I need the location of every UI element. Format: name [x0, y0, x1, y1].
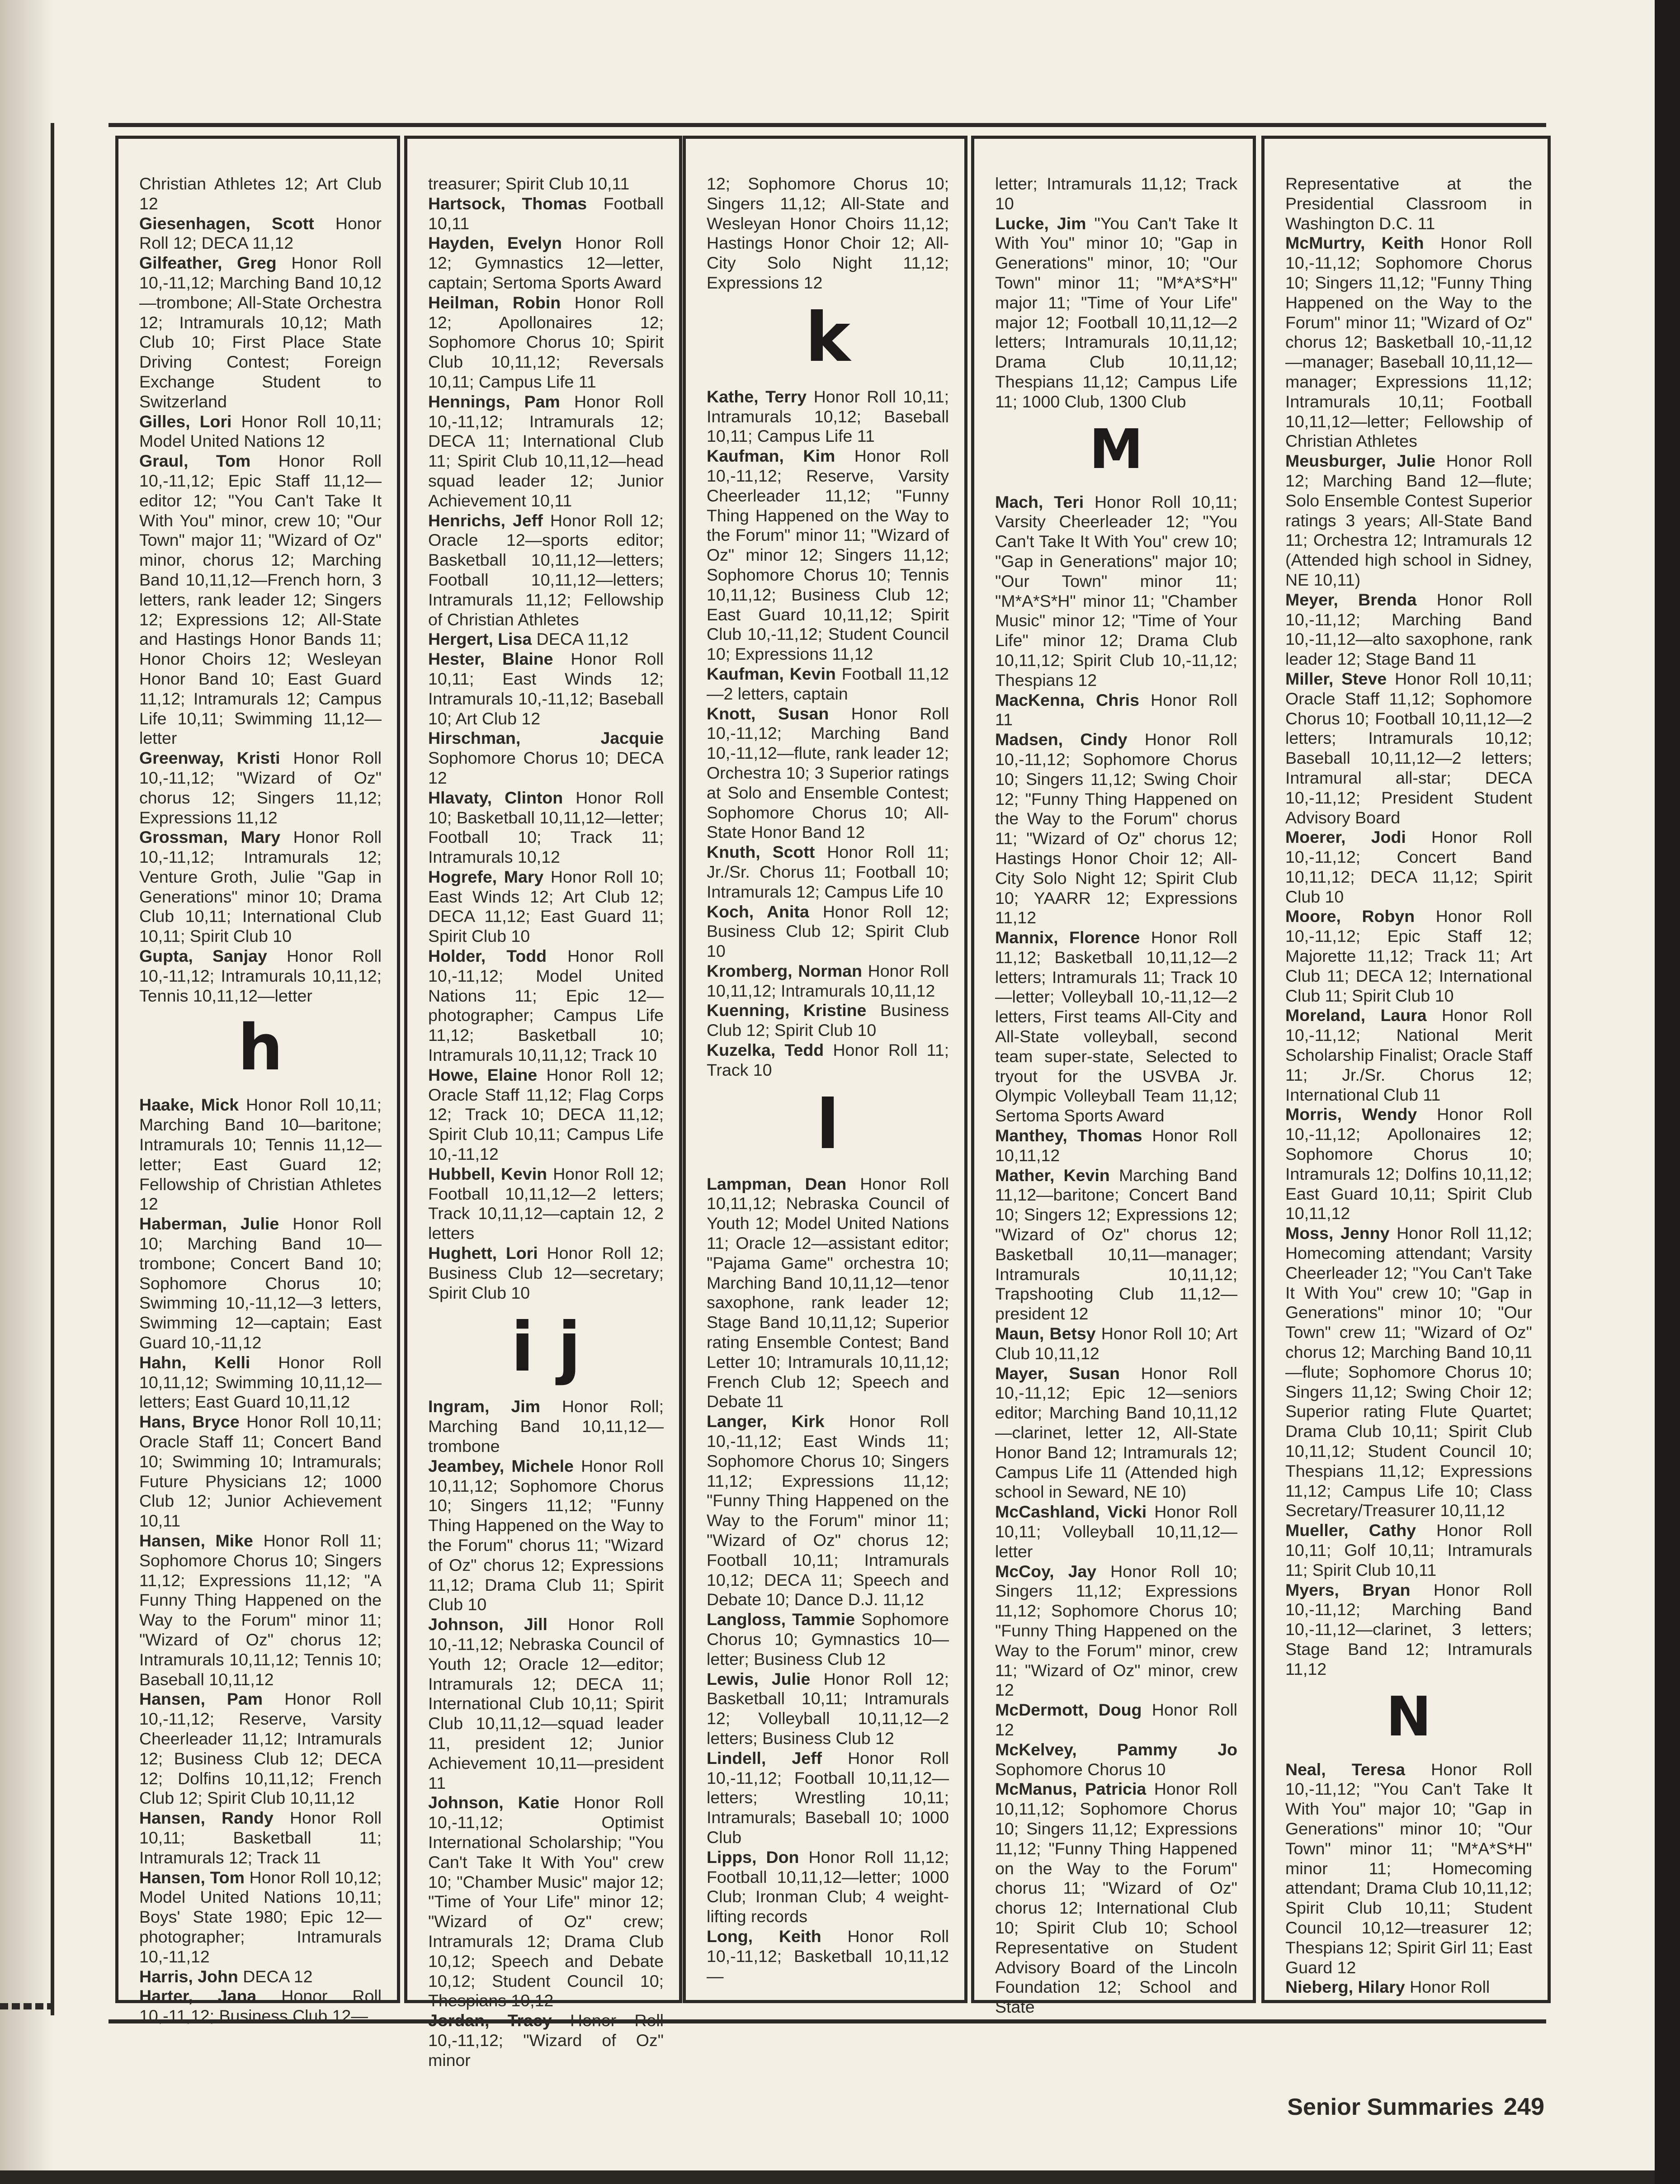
activity-text: DECA 12 — [243, 1967, 313, 1986]
senior-name: Long, Keith — [707, 1926, 821, 1946]
senior-entry — [1285, 827, 1532, 907]
senior-name: Hergert, Lisa — [428, 629, 532, 649]
activity-text: Honor Roll 10,-11,12; Marching Band 10,-11,12—clarinet, 3 letters; Stage Band 12; Intramurals 11,12 — [1285, 1580, 1533, 1678]
activity-text: Honor Roll 10,-11,12; Marching Band 10,12—trombone; All-State Orchestra 12; Intramurals 10,12; Math Club 10; First Place State Driving Contest; Foreign Exchange Student to Switzerland — [139, 253, 382, 411]
activity-text: Honor Roll 12; Oracle Staff 11,12; Flag Corps 12; Track 10; DECA 11,12; Spirit Club 10,11; Campus Life 10,-11,12 — [428, 1065, 664, 1164]
senior-entry — [707, 387, 949, 446]
senior-name: Hans, Bryce — [139, 1412, 240, 1432]
senior-name: Lewis, Julie — [707, 1669, 811, 1688]
senior-name: Mueller, Cathy — [1285, 1521, 1416, 1540]
senior-name: Haake, Mick — [139, 1095, 239, 1115]
senior-entry — [995, 1324, 1237, 1364]
activity-text: Honor Roll 11,12; Football 10,11,12—letter; 1000 Club; Ironman Club; 4 weight-lifting records — [707, 1847, 949, 1926]
senior-entry — [995, 928, 1237, 1126]
senior-entry — [139, 412, 382, 452]
senior-name: Hansen, Randy — [139, 1808, 274, 1828]
section-letter: l — [816, 1085, 840, 1164]
senior-name: Mather, Kevin — [995, 1165, 1110, 1185]
activity-text: Football 11,12—2 letters, captain — [707, 664, 949, 703]
activity-text: Honor Roll 10,11; East Winds 12; Intramurals 10,-11,12; Baseball 10; Art Club 12 — [428, 649, 664, 728]
activity-text: Honor Roll 10,-11,12; Reserve, Varsity Cheerleader 11,12; "Funny Thing Happened on the Way to the Forum" minor 11; "Wizard of Oz" minor 12; Singers 11,12; Sophomore Chorus 10; Tennis 10,11,12; Business Club 12; East Guard 10,11,12; Spirit Club 10,-11,12; Student Council 10; Expressions 11,12 — [707, 446, 949, 664]
activity-text: Honor Roll 10,-11,12; East Winds 11; Sophomore Chorus 10; Singers 11,12; Expressions 11,12; "Funny Thing Happened on the Way to the Forum" minor 11; "Wizard of Oz" chorus 12; Football 10,11; Intramurals 10,12; DECA 11; Speech and Debate 10; Dance D.J. 11,12 — [707, 1412, 949, 1609]
senior-name: Johnson, Jill — [428, 1615, 547, 1634]
activity-text: DECA 11,12 — [536, 629, 629, 649]
section-letter: N — [1386, 1685, 1432, 1749]
senior-entry — [995, 1700, 1237, 1740]
activity-text: Christian Athletes 12; Art Club 12 — [139, 174, 382, 213]
activity-text: Honor Roll 12; Gymnastics 12—letter, captain; Sertoma Sports Award — [428, 233, 664, 292]
senior-entry — [428, 392, 664, 511]
activity-text: letter; Intramurals 11,12; Track 10 — [995, 174, 1237, 213]
senior-entry — [707, 1001, 949, 1040]
activity-text: Honor Roll 10; Marching Band 10—trombone; Concert Band 10; Sophomore Chorus 10; Swimming 10,-11,12—3 letters, Swimming 12—captain; East Guard 10,-11,12 — [139, 1214, 382, 1352]
activity-text: Honor Roll 10,11; Model United Nations 12 — [139, 411, 382, 451]
senior-entry — [707, 1749, 949, 1848]
senior-name: Moss, Jenny — [1285, 1224, 1390, 1243]
senior-entry — [995, 1740, 1237, 1780]
senior-entry — [707, 446, 949, 664]
activity-text: Honor Roll 10,-11,12; Epic Staff 11,12—editor 12; "You Can't Take It With You" minor, crew 10; "Our Town" major 11; "Wizard of Oz" minor, chorus 12; Marching Band 10,11,12—French horn, 3 letters, rank leader 12; Singers 12; Expressions 12; All-State and Hastings Honor Bands 11; Honor Choirs 12; Wesleyan Honor Band 10; East Guard 11,12; Intramurals 12; Campus Life 10,11; Swimming 11,12—letter — [139, 451, 382, 748]
senior-entry — [995, 214, 1237, 412]
activity-text: Honor Roll 10,12; Model United Nations 10,11; Boys' State 1980; Epic 12—photographer; Intramurals 10,-11,12 — [139, 1867, 382, 1966]
senior-name: Gilfeather, Greg — [139, 253, 277, 273]
senior-entry — [1285, 174, 1532, 233]
bottom-left-rule — [0, 2003, 52, 2009]
senior-name: Jordan, Tracy — [428, 2011, 552, 2030]
senior-name: Hirschman, Jacquie — [428, 728, 664, 748]
activity-text: "You Can't Take It With You" minor 10; "Gap in Generations" minor, 10; "Our Town" minor 11; "M*A*S*H" major 11; "Time of Your Life" major 12; Football 10,11,12—2 letters; Intramurals 10,11,12; Drama Club 10,11,12; Thespians 11,12; Campus Life 11; 1000 Club, 1300 Club — [995, 213, 1237, 411]
activity-text: Honor Roll 10,11; Oracle Staff 11; Concert Band 10; Swimming 10; Intramurals; Future Physicians 12; 1000 Club 12; Junior Achievement 10,11 — [139, 1412, 382, 1531]
activity-text: Marching Band 11,12—baritone; Concert Band 10; Singers 12; Expressions 12; "Wizard of Oz" chorus 12; Basketball 10,11—manager; Intramurals 10,11,12; Trapshooting Club 11,12—president 12 — [995, 1165, 1238, 1324]
activity-text: Honor Roll 10; Basketball 10,11,12—letter; Football 10; Track 11; Intramurals 10,12 — [428, 788, 664, 867]
activity-text: Honor Roll 10,11; Basketball 11; Intramurals 12; Track 11 — [139, 1808, 382, 1867]
senior-entry — [707, 1848, 949, 1927]
senior-name: Moreland, Laura — [1285, 1006, 1427, 1025]
senior-entry — [428, 1065, 664, 1164]
activity-text: Honor Roll 10,-11,12; Marching Band 10,-11,12—alto saxophone, rank leader 12; Stage Band 11 — [1285, 590, 1532, 669]
activity-text: Honor Roll 12; Oracle 12—sports editor; Basketball 10,11,12—letters; Football 10,11,12—letters; Intramurals 11,12; Fellowship of Christian Athletes — [428, 511, 664, 629]
page-footer — [1287, 2093, 1544, 2121]
senior-entry — [707, 1669, 949, 1749]
senior-name: Langer, Kirk — [707, 1412, 825, 1431]
senior-entry — [707, 961, 949, 1001]
activity-text: Honor Roll 12; DECA 11,12 — [139, 213, 382, 253]
activity-text: Honor Roll 11; Jr./Sr. Chorus 11; Football 10; Intramurals 12; Campus Life 10 — [707, 842, 949, 901]
senior-entry — [707, 1412, 949, 1610]
senior-name: Lindell, Jeff — [707, 1748, 822, 1768]
senior-entry — [139, 1868, 382, 1967]
activity-text: Sophomore Chorus 10; DECA 12 — [428, 748, 664, 787]
activity-text: Honor Roll 10,11; Varsity Cheerleader 12; "You Can't Take It With You" crew 10; "Gap in Generations" major 10; "Our Town" minor 11; "M*A*S*H" minor 11; "Chamber Music" minor 12; "Time of Your Life" minor 12; Drama Club 10,11,12; Spirit Club 10,-11,12; Thespians 12 — [995, 492, 1238, 690]
senior-entry — [995, 690, 1237, 730]
section-letter: M — [1089, 418, 1143, 481]
senior-name: Mayer, Susan — [995, 1363, 1120, 1383]
senior-name: Hester, Blaine — [428, 649, 553, 669]
column-4 — [971, 136, 1256, 2017]
activity-text: Honor Roll 10,-11,12; Reserve, Varsity Cheerleader 11,12; Intramurals 12; Business Club 12; DECA 12; Dolfins 10,11,12; French Club 12; Spirit Club 10,11,12 — [139, 1689, 382, 1808]
senior-entry — [707, 1174, 949, 1412]
senior-entry — [707, 1040, 949, 1080]
senior-name: Hartsock, Thomas — [428, 194, 587, 213]
senior-name: Kuenning, Kristine — [707, 1001, 867, 1020]
senior-entry — [707, 704, 949, 843]
senior-name: Meusburger, Julie — [1285, 451, 1436, 471]
activity-text: Honor Roll 10,-11,12; Epic 12—seniors editor; Marching Band 10,11,12—clarinet, letter 12, All-State Honor Band 12; Intramurals 12; Campus Life 11 (Attended high school in Seward, NE 10) — [995, 1363, 1237, 1502]
activity-text: Honor Roll 10,-11,12; Apollonaires 12; Sophomore Chorus 10; Intramurals 12; Dolfins 10,11,12; East Guard 10,11; Spirit Club 10,11,12 — [1285, 1105, 1532, 1223]
senior-entry — [139, 214, 382, 254]
senior-name: Heilman, Robin — [428, 293, 561, 312]
activity-text: Sophomore Chorus 10; Gymnastics 10—letter; Business Club 12 — [707, 1610, 949, 1669]
senior-name: Harter, Jana — [139, 1986, 257, 2006]
senior-entry — [707, 1610, 949, 1669]
activity-text: Honor Roll 10,11,12; Sophomore Chorus 10; Singers 11,12; Expressions 11,12; "Funny Thing Happened on the Way to the Forum" chorus 11; "Wizard of Oz" chorus 12; International Club 10; Spirit Club 10; School Representative on Student Advisory Board of the Lincoln Foundation 12; School and State — [995, 1779, 1237, 2017]
activity-text: Honor Roll 10,11; Intramurals 10,12; Baseball 10,11; Campus Life 11 — [707, 387, 949, 446]
activity-text: Honor Roll 10,-11,12; "You Can't Take It With You" major 10; "Gap in Generations" minor 10; "Our Town" minor 11; "M*A*S*H" minor 11; Homecoming attendant; Drama Club 10,11,12; Spirit Club 10,11; Student Council 10,12—treasurer 12; Thespians 12; Spirit Girl 11; East Guard 12 — [1285, 1759, 1533, 1977]
senior-name: Mannix, Florence — [995, 928, 1140, 947]
column-2 — [404, 136, 682, 2070]
senior-name: Mach, Teri — [995, 492, 1084, 511]
senior-name: Moore, Robyn — [1285, 907, 1415, 926]
activity-text: Honor Roll 12; Marching Band 12—flute; Solo Ensemble Contest Superior ratings 3 years; All-State Band 11; Orchestra 12; Intramurals 12 (Attended high school in Sidney, NE 10,11) — [1285, 451, 1533, 589]
activity-text: Honor Roll 12 — [995, 1700, 1238, 1739]
senior-name: Langloss, Tammie — [707, 1610, 855, 1629]
activity-text: Honor Roll 10,-11,12; Business Club 12— — [139, 1986, 382, 2026]
senior-entry — [995, 1166, 1237, 1324]
senior-name: Meyer, Brenda — [1285, 590, 1417, 609]
activity-text: Honor Roll 10,11,12; Swimming 10,11,12—letters; East Guard 10,11,12 — [139, 1352, 382, 1412]
senior-name: Hansen, Mike — [139, 1531, 253, 1550]
senior-name: McMurtry, Keith — [1285, 233, 1424, 253]
activity-text: Honor Roll 10,11,12; Nebraska Council of Youth 12; Model United Nations 11; Oracle 12—assistant editor; "Pajama Game" orchestra 10; Marching Band 10,11,12—tenor saxophone, rank leader 12; Stage Band 10,11,12; Superior rating Ensemble Contest; Band Letter 10; Intramurals 10,11,12; French Club 12; Speech and Debate 11 — [707, 1174, 949, 1411]
activity-text: Honor Roll 10; Art Club 10,11,12 — [995, 1324, 1237, 1363]
senior-entry — [428, 788, 664, 867]
senior-name: Hughett, Lori — [428, 1243, 538, 1263]
senior-name: Henrichs, Jeff — [428, 511, 543, 530]
senior-entry — [428, 1243, 664, 1303]
section-letter: k — [805, 298, 850, 377]
senior-entry — [139, 1214, 382, 1353]
senior-name: Koch, Anita — [707, 902, 809, 921]
senior-name: Hlavaty, Clinton — [428, 788, 563, 807]
senior-entry — [139, 946, 382, 1006]
activity-text: Honor Roll 10,-11,12; Epic Staff 12; Majorette 11,12; Track 11; Art Club 11; DECA 12; International Club 11; Spirit Club 10 — [1285, 907, 1532, 1005]
activity-text: Honor Roll 10,-11,12; Sophomore Chorus 10; Singers 11,12; "Funny Thing Happened on the Way to the Forum" minor 11; "Wizard of Oz" chorus 12; Basketball 10,-11,12—manager; Baseball 10,11,12—manager; Expressions 11,12; Intramurals 10,11; Football 10,11,12—letter; Fellowship of Christian Athletes — [1285, 233, 1533, 451]
senior-entry — [139, 1986, 382, 2026]
senior-name: Morris, Wendy — [1285, 1105, 1417, 1124]
senior-entry — [707, 902, 949, 961]
senior-entry — [428, 2011, 664, 2070]
activity-text: Honor Roll 11,12; Basketball 10,11,12—2 letters; Intramurals 11; Track 10—letter; Volleyball 10,-11,12—2 letters, First teams All-City and All-State volleyball, second team super-state, Selected to tryout for the USVBA Jr. Olympic Volleyball Team 11,12; Sertoma Sports Award — [995, 928, 1237, 1125]
activity-text: Honor Roll 10,-11,12; Intramurals 12; Venture Groth, Julie "Gap in Generations" minor 10; Drama Club 10,11; International Club 10,11; Spirit Club 10 — [139, 827, 382, 946]
senior-name: Maun, Betsy — [995, 1324, 1096, 1343]
activity-text: Honor Roll 10,11,12; Intramurals 10,11,12 — [707, 961, 949, 1000]
senior-name: Harris, John — [139, 1967, 238, 1986]
senior-entry — [139, 1808, 382, 1867]
senior-entry — [1285, 1521, 1532, 1580]
senior-entry — [1285, 907, 1532, 1006]
senior-entry — [139, 1095, 382, 1214]
senior-name: Manthey, Thomas — [995, 1126, 1142, 1145]
senior-entry — [139, 827, 382, 946]
senior-name: Lampman, Dean — [707, 1174, 847, 1193]
senior-entry — [1285, 1006, 1532, 1105]
activity-text: Honor Roll 11; Sophomore Chorus 10; Singers 11,12; Expressions 11,12; "A Funny Thing Happened on the Way to the Forum" minor 11; "Wizard of Oz" chorus 12; Intramurals 10,11,12; Tennis 10; Baseball 10,11,12 — [139, 1531, 382, 1689]
senior-name: Myers, Bryan — [1285, 1580, 1411, 1599]
activity-text: Honor Roll 10; East Winds 12; Art Club 12; DECA 11,12; East Guard 11; Spirit Club 10 — [428, 867, 664, 946]
senior-name: McManus, Patricia — [995, 1779, 1147, 1799]
senior-entry — [995, 730, 1237, 928]
activity-text: Honor Roll 10,-11,12; Football 10,11,12—letters; Wrestling 10,11; Intramurals; Baseball 10; 1000 Club — [707, 1748, 949, 1847]
senior-name: Kuzelka, Tedd — [707, 1040, 824, 1060]
senior-name: Giesenhagen, Scott — [139, 213, 314, 233]
senior-entry — [428, 728, 664, 788]
senior-entry — [428, 1397, 664, 1456]
activity-text: Honor Roll 10,-11,12; Concert Band 10,11,12; DECA 11,12; Spirit Club 10 — [1285, 827, 1533, 906]
senior-entry — [707, 664, 949, 704]
senior-name: Hayden, Evelyn — [428, 233, 562, 253]
senior-name: Holder, Todd — [428, 946, 547, 966]
senior-entry — [428, 1793, 664, 2011]
page-gutter — [0, 0, 54, 2170]
senior-entry — [428, 511, 664, 630]
senior-entry — [139, 1412, 382, 1531]
activity-text: Honor Roll 10,11; Volleyball 10,11,12—letter — [995, 1502, 1238, 1561]
senior-name: McKelvey, Pammy Jo — [995, 1740, 1237, 1759]
senior-entry — [428, 293, 664, 392]
senior-entry — [1285, 451, 1532, 590]
senior-name: Howe, Elaine — [428, 1065, 538, 1084]
senior-name: Moerer, Jodi — [1285, 827, 1406, 847]
activity-text: Honor Roll 10,-11,12; Model United Nations 11; Epic 12—photographer; Campus Life 11,12; Basketball 10; Intramurals 10,11,12; Track 10 — [428, 946, 664, 1065]
activity-text: treasurer; Spirit Club 10,11 — [428, 174, 630, 193]
senior-name: Kromberg, Norman — [707, 961, 862, 980]
senior-entry — [707, 174, 949, 293]
activity-text: Honor Roll 10,-11,12; Basketball 10,11,12— — [707, 1926, 949, 1985]
activity-text: Honor Roll 12; Apollonaires 12; Sophomore Chorus 10; Spirit Club 10,11,12; Reversals 10,11; Campus Life 11 — [428, 293, 664, 391]
senior-entry — [1285, 1224, 1532, 1521]
column-3 — [683, 136, 967, 2003]
senior-name: Ingram, Jim — [428, 1397, 540, 1416]
senior-name: Kaufman, Kevin — [707, 664, 836, 683]
senior-entry — [139, 1353, 382, 1412]
senior-name: Nieberg, Hilary — [1285, 1977, 1405, 1997]
senior-name: Jeambey, Michele — [428, 1456, 574, 1475]
senior-entry — [1285, 1580, 1532, 1679]
activity-text: Honor Roll 10; Singers 11,12; Expressions 11,12; Sophomore Chorus 10; "Funny Thing Happened on the Way to the Forum" minor, crew 11; "Wizard of Oz" minor, crew 12 — [995, 1561, 1237, 1700]
senior-entry — [428, 233, 664, 293]
senior-entry — [1285, 1977, 1532, 1997]
activity-text: Representative at the Presidential Classroom in Washington D.C. 11 — [1285, 174, 1532, 233]
senior-entry — [707, 1927, 949, 1986]
senior-entry — [995, 1364, 1237, 1503]
senior-entry — [139, 748, 382, 827]
senior-name: Madsen, Cindy — [995, 730, 1128, 749]
activity-text: Honor Roll 10,-11,12; National Merit Scholarship Finalist; Oracle Staff 11; Jr./Sr. Chorus 12; International Club 11 — [1285, 1006, 1533, 1104]
senior-entry — [428, 1164, 664, 1243]
section-letter: h — [238, 1011, 283, 1085]
senior-name: Haberman, Julie — [139, 1214, 279, 1234]
senior-entry — [428, 629, 664, 649]
activity-text: 12; Sophomore Chorus 10; Singers 11,12; All-State and Wesleyan Honor Choirs 11,12; Hastings Honor Choir 12; All-City Solo Night 11,12; Expressions 12 — [707, 174, 949, 292]
senior-name: Greenway, Kristi — [139, 748, 280, 768]
senior-entry — [995, 492, 1237, 690]
senior-entry — [139, 1967, 382, 1987]
activity-text: Honor Roll 10,11,12 — [995, 1126, 1238, 1165]
senior-entry — [1285, 669, 1532, 827]
activity-text: Honor Roll 10,11; Marching Band 10—baritone; Intramurals 10; Tennis 11,12—letter; East Guard 12; Fellowship of Christian Athletes 12 — [139, 1095, 382, 1214]
activity-text: Honor Roll 10,11; Golf 10,11; Intramurals 11; Spirit Club 10,11 — [1285, 1521, 1533, 1579]
senior-name: Kathe, Terry — [707, 387, 807, 406]
activity-text: Honor Roll 11,12; Homecoming attendant; Varsity Cheerleader 12; "You Can't Take It With You" crew 10; "Gap in Generations" minor 10; "Our Town" crew 11; "Wizard of Oz" chorus 12; Marching Band 10,11—flute; Sophomore Chorus 10; Singers 11,12; Swing Choir 12; Superior rating Flute Quartet; Drama Club 10,11; Spirit Club 10,11,12; Student Council 10; Thespians 11,12; Expressions 11,12; Campus Life 10; Class Secretary/Treasurer 10,11,12 — [1285, 1224, 1532, 1520]
activity-text: Honor Roll 12; Business Club 12; Spirit Club 10 — [707, 902, 949, 961]
senior-entry — [139, 451, 382, 748]
senior-entry — [1285, 590, 1532, 669]
left-margin-rule — [51, 123, 54, 2015]
activity-text: Honor Roll 10,-11,12; Intramurals 12; DECA 11; International Club 11; Spirit Club 10,11,12—head squad leader 12; Junior Achievement 10,11 — [428, 392, 664, 510]
senior-name: Lipps, Don — [707, 1847, 799, 1867]
activity-text: Honor Roll 10,-11,12; "Wizard of Oz" minor — [428, 2011, 664, 2070]
activity-text: Honor Roll 11 — [995, 690, 1238, 729]
activity-text: Honor Roll — [1410, 1977, 1490, 1997]
senior-entry — [995, 1779, 1237, 2017]
activity-text: Football 10,11 — [428, 194, 664, 233]
senior-entry — [428, 1615, 664, 1793]
activity-text: Honor Roll 10,11,12; Sophomore Chorus 10; Singers 11,12; "Funny Thing Happened on the Way to the Forum" chorus 11; "Wizard of Oz" chorus 12; Expressions 11,12; Drama Club 11; Spirit Club 10 — [428, 1456, 664, 1614]
senior-entry — [995, 1562, 1237, 1701]
senior-entry — [428, 194, 664, 234]
senior-name: Gilles, Lori — [139, 411, 232, 431]
senior-name: McCashland, Vicki — [995, 1502, 1147, 1522]
activity-text: Honor Roll 10,-11,12; Intramurals 10,11,12; Tennis 10,11,12—letter — [139, 946, 382, 1005]
senior-entry — [995, 1502, 1237, 1561]
activity-text: Honor Roll 10,-11,12; "Wizard of Oz" chorus 12; Singers 11,12; Expressions 11,12 — [139, 748, 382, 827]
activity-text: Honor Roll 11; Track 10 — [707, 1040, 949, 1079]
senior-entry — [139, 1689, 382, 1808]
senior-name: Hennings, Pam — [428, 392, 560, 411]
activity-text: Business Club 12; Spirit Club 10 — [707, 1001, 949, 1040]
column-5 — [1261, 136, 1551, 2003]
section-title: Senior Summaries — [1287, 2094, 1494, 2120]
binding-edge — [1655, 0, 1680, 2184]
section-letter: i j — [510, 1308, 581, 1387]
activity-text: Honor Roll 10,11; Oracle Staff 11,12; Sophomore Chorus 10; Football 10,11,12—2 letters; Intramurals 10,12; Baseball 10,11,12—2 letters; Intramural all-star; DECA 10,-11,12; President Student Advisory Board — [1285, 669, 1532, 827]
senior-entry — [428, 1456, 664, 1615]
senior-name: Lucke, Jim — [995, 213, 1086, 233]
senior-name: Graul, Tom — [139, 451, 251, 471]
senior-entry — [428, 174, 664, 194]
senior-name: Gupta, Sanjay — [139, 946, 267, 966]
activity-text: Honor Roll 10,-11,12; Marching Band 10,-11,12—flute, rank leader 12; Orchestra 10; 3 Superior ratings at Solo and Ensemble Contest; Sophomore Chorus 10; All-State Honor Band 12 — [707, 704, 949, 842]
activity-text: Honor Roll 12; Business Club 12—secretary; Spirit Club 10 — [428, 1243, 664, 1302]
senior-entry — [1285, 1760, 1532, 1978]
activity-text: Sophomore Chorus 10 — [995, 1759, 1166, 1779]
senior-entry — [1285, 1105, 1532, 1224]
senior-entry — [139, 1531, 382, 1689]
senior-entry — [139, 174, 382, 214]
senior-name: Johnson, Katie — [428, 1793, 560, 1812]
activity-text: Honor Roll 10,-11,12; Optimist International Scholarship; "You Can't Take It With You" crew 10; "Chamber Music" major 12; "Time of Your Life" minor 12; "Wizard of Oz" crew; Intramurals 12; Drama Club 10,12; Speech and Debate 10,12; Student Council 10; Thespians 10,12 — [428, 1793, 664, 2010]
senior-name: Kaufman, Kim — [707, 446, 835, 466]
activity-text: Honor Roll; Marching Band 10,11,12—trombone — [428, 1397, 664, 1456]
senior-entry — [995, 1126, 1237, 1166]
senior-name: Grossman, Mary — [139, 827, 281, 847]
senior-entry — [707, 842, 949, 902]
activity-text: Honor Roll 12; Football 10,11,12—2 letters; Track 10,11,12—captain 12, 2 letters — [428, 1164, 664, 1243]
senior-name: Knuth, Scott — [707, 842, 815, 862]
page-number: 249 — [1503, 2093, 1544, 2120]
senior-name: MacKenna, Chris — [995, 690, 1139, 709]
column-1 — [115, 136, 400, 2026]
senior-name: Hansen, Tom — [139, 1867, 245, 1887]
senior-entry — [139, 253, 382, 411]
senior-name: Hogrefe, Mary — [428, 867, 544, 886]
senior-name: Hubbell, Kevin — [428, 1164, 547, 1183]
senior-entry — [1285, 233, 1532, 451]
senior-name: Hansen, Pam — [139, 1689, 263, 1709]
activity-text: Honor Roll 10,-11,12; Nebraska Council of Youth 12; Oracle 12—editor; Intramurals 12; DECA 11; International Club 10,11; Spirit Club 10,11,12—squad leader 11, president 12; Junior Achievement 10,11—president 11 — [428, 1615, 664, 1792]
activity-text: Honor Roll 10,-11,12; Sophomore Chorus 10; Singers 11,12; Swing Choir 12; "Funny Thing Happened on the Way to the Forum" chorus 11; "Wizard of Oz" chorus 12; Hastings Honor Choir 12; All-City Solo Night 12; Spirit Club 10; YAARR 12; Expressions 11,12 — [995, 730, 1238, 927]
senior-name: Miller, Steve — [1285, 669, 1387, 688]
senior-name: Knott, Susan — [707, 704, 829, 723]
senior-name: Hahn, Kelli — [139, 1352, 250, 1372]
senior-entry — [428, 867, 664, 946]
senior-name: McDermott, Doug — [995, 1700, 1142, 1720]
senior-name: McCoy, Jay — [995, 1561, 1097, 1581]
activity-text: Honor Roll 12; Basketball 10,11; Intramurals 12; Volleyball 10,11,12—2 letters; Business Club 12 — [707, 1669, 949, 1748]
senior-entry — [428, 649, 664, 728]
senior-name: Neal, Teresa — [1285, 1759, 1405, 1779]
senior-entry — [995, 174, 1237, 214]
senior-entry — [428, 946, 664, 1065]
